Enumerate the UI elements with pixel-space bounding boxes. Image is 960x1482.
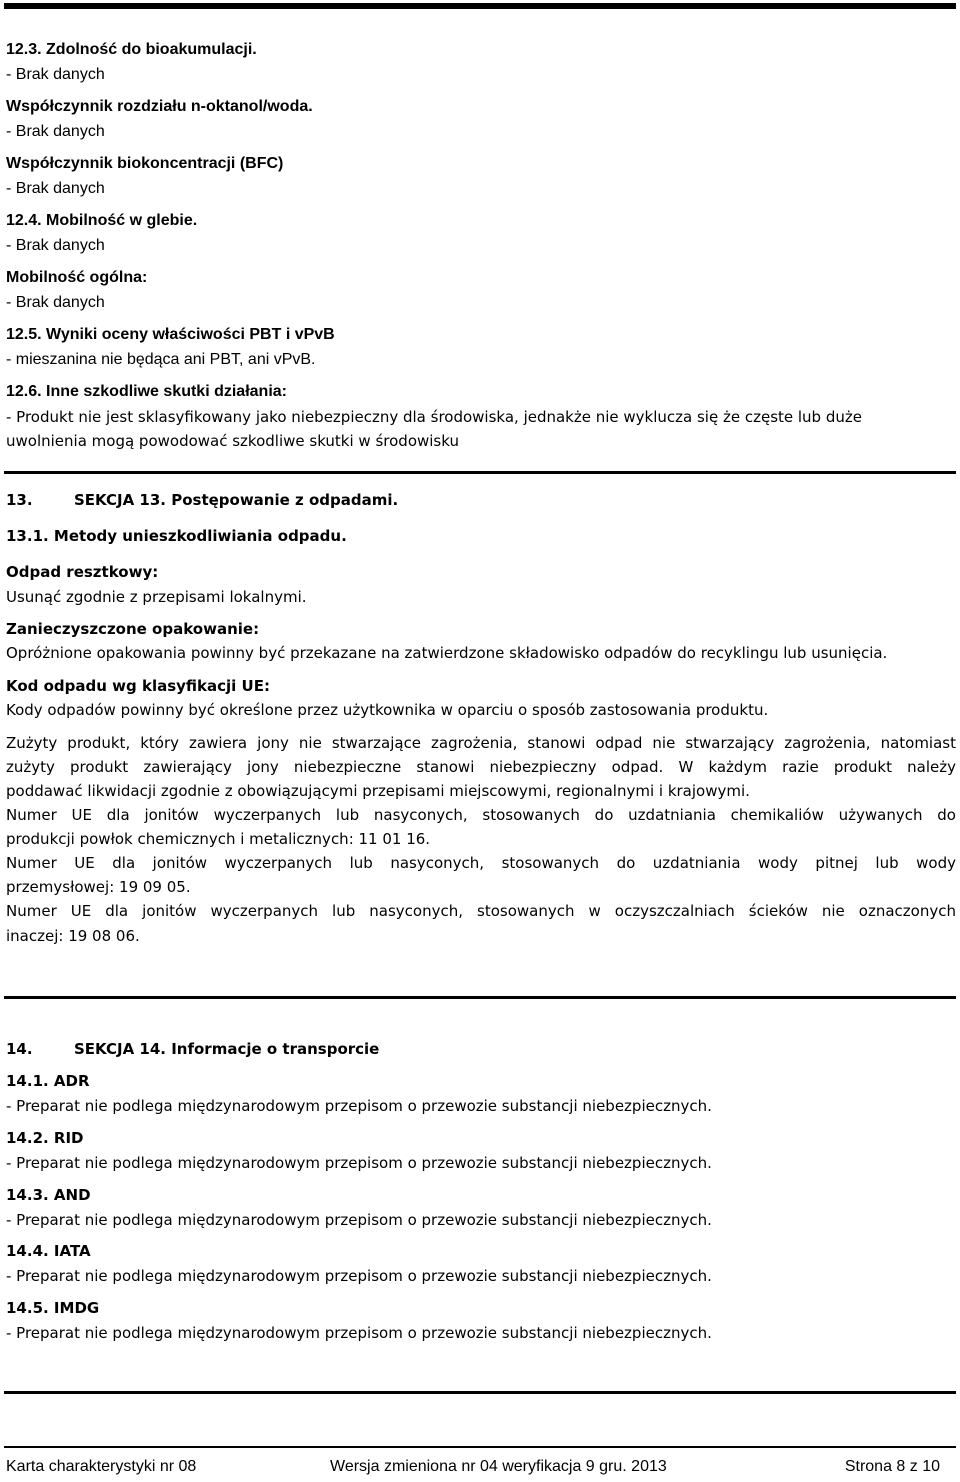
heading-bioconcentration: Współczynnik biokoncentracji (BFC) xyxy=(6,155,284,172)
paragraph-eu-number-3-line2: inaczej: 19 08 06. xyxy=(6,927,140,945)
value-contaminated-packaging: Opróżnione opakowania powinny być przekazane na zatwierdzone składowisko odpadów do recyklingu lub usunięcia. xyxy=(6,644,888,662)
page-footer xyxy=(4,1458,956,1480)
heading-general-mobility: Mobilność ogólna: xyxy=(6,269,148,286)
value-12-6-line2: uwolnienia mogą powodować szkodliwe skutki w środowisku xyxy=(6,432,459,450)
heading-12-6: 12.6. Inne szkodliwe skutki działania: xyxy=(6,383,287,400)
heading-14-4: 14.4. IATA xyxy=(6,1242,91,1260)
section-14-title xyxy=(6,1037,379,1061)
value-14-2: - Preparat nie podlega międzynarodowym przepisom o przewozie substancji niebezpiecznych. xyxy=(6,1154,712,1172)
value-waste-code: Kody odpadów powinny być określone przez użytkownika w oparciu o sposób zastosowania produktu. xyxy=(6,701,769,719)
paragraph-eu-number-2-line1: Numer UE dla jonitów wyczerpanych lub nasyconych, stosowanych do uzdatniania wody pitnej lub wody xyxy=(6,854,956,872)
value-12-3: - Brak danych xyxy=(6,66,105,83)
value-14-5: - Preparat nie podlega międzynarodowym przepisom o przewozie substancji niebezpiecznych. xyxy=(6,1324,712,1342)
value-general-mobility: - Brak danych xyxy=(6,294,105,311)
footer-sheet-number: Karta charakterystyki nr 08 xyxy=(6,1458,197,1475)
heading-contaminated-packaging: Zanieczyszczone opakowanie: xyxy=(6,620,260,638)
heading-14-5: 14.5. IMDG xyxy=(6,1299,100,1317)
paragraph-used-product-line2: zużyty produkt zawierający jony niebezpieczne stanowi niebezpieczny odpad. W każdym razie produkt należy xyxy=(6,758,956,776)
section-14-number: 14. xyxy=(6,1040,33,1058)
paragraph-used-product-line1: Zużyty produkt, który zawiera jony nie stwarzające zagrożenia, stanowi odpad nie stwarzający zagrożenia, natomiast xyxy=(6,734,956,752)
paragraph-used-product-line3: poddawać likwidacji zgodnie z obowiązującymi przepisami miejscowymi, regionalnymi i krajowymi. xyxy=(6,782,750,800)
heading-13-1: 13.1. Metody unieszkodliwiania odpadu. xyxy=(6,527,347,545)
paragraph-eu-number-2-line2: przemysłowej: 19 09 05. xyxy=(6,878,191,896)
section-14-title-text: SEKCJA 14. Informacje o transporcie xyxy=(74,1040,380,1058)
value-14-1: - Preparat nie podlega międzynarodowym przepisom o przewozie substancji niebezpiecznych. xyxy=(6,1097,712,1115)
heading-12-4: 12.4. Mobilność w glebie. xyxy=(6,212,198,229)
section-13-title xyxy=(6,488,398,512)
value-bioconcentration: - Brak danych xyxy=(6,180,105,197)
footer-page-number: Strona 8 z 10 xyxy=(844,1458,940,1475)
value-12-6-line1: - Produkt nie jest sklasyfikowany jako niebezpieczny dla środowiska, jednakże nie wyklucza się że częste lub duże xyxy=(6,408,862,426)
footer-rule xyxy=(4,1446,956,1448)
top-rule xyxy=(4,3,956,9)
value-12-4: - Brak danych xyxy=(6,237,105,254)
value-14-3: - Preparat nie podlega międzynarodowym przepisom o przewozie substancji niebezpiecznych. xyxy=(6,1211,712,1229)
value-residual-waste: Usunąć zgodnie z przepisami lokalnymi. xyxy=(6,588,307,606)
footer-version: Wersja zmieniona nr 04 weryfikacja 9 gru. 2013 xyxy=(330,1458,667,1475)
section-divider xyxy=(4,471,956,474)
heading-14-1: 14.1. ADR xyxy=(6,1072,90,1090)
paragraph-eu-number-1-line2: produkcji powłok chemicznych i metalicznych: 11 01 16. xyxy=(6,830,431,848)
value-partition-coefficient: - Brak danych xyxy=(6,123,105,140)
section-13-title-text: SEKCJA 13. Postępowanie z odpadami. xyxy=(74,491,399,509)
heading-partition-coefficient: Współczynnik rozdziału n-oktanol/woda. xyxy=(6,98,313,115)
section-divider xyxy=(4,996,956,999)
value-12-5: - mieszanina nie będąca ani PBT, ani vPvB. xyxy=(6,351,316,368)
heading-waste-code: Kod odpadu wg klasyfikacji UE: xyxy=(6,677,270,695)
heading-12-3: 12.3. Zdolność do bioakumulacji. xyxy=(6,41,257,58)
paragraph-eu-number-3-line1: Numer UE dla jonitów wyczerpanych lub nasyconych, stosowanych w oczyszczalniach ścieków nie oznaczonych xyxy=(6,902,956,920)
section-13-number: 13. xyxy=(6,491,33,509)
paragraph-eu-number-1-line1: Numer UE dla jonitów wyczerpanych lub nasyconych, stosowanych do uzdatniania chemikaliów używanych do xyxy=(6,806,956,824)
section-divider xyxy=(4,1391,956,1394)
heading-residual-waste: Odpad resztkowy: xyxy=(6,563,159,581)
heading-14-2: 14.2. RID xyxy=(6,1129,84,1147)
heading-14-3: 14.3. AND xyxy=(6,1186,91,1204)
value-14-4: - Preparat nie podlega międzynarodowym przepisom o przewozie substancji niebezpiecznych. xyxy=(6,1267,712,1285)
heading-12-5: 12.5. Wyniki oceny właściwości PBT i vPvB xyxy=(6,326,335,343)
